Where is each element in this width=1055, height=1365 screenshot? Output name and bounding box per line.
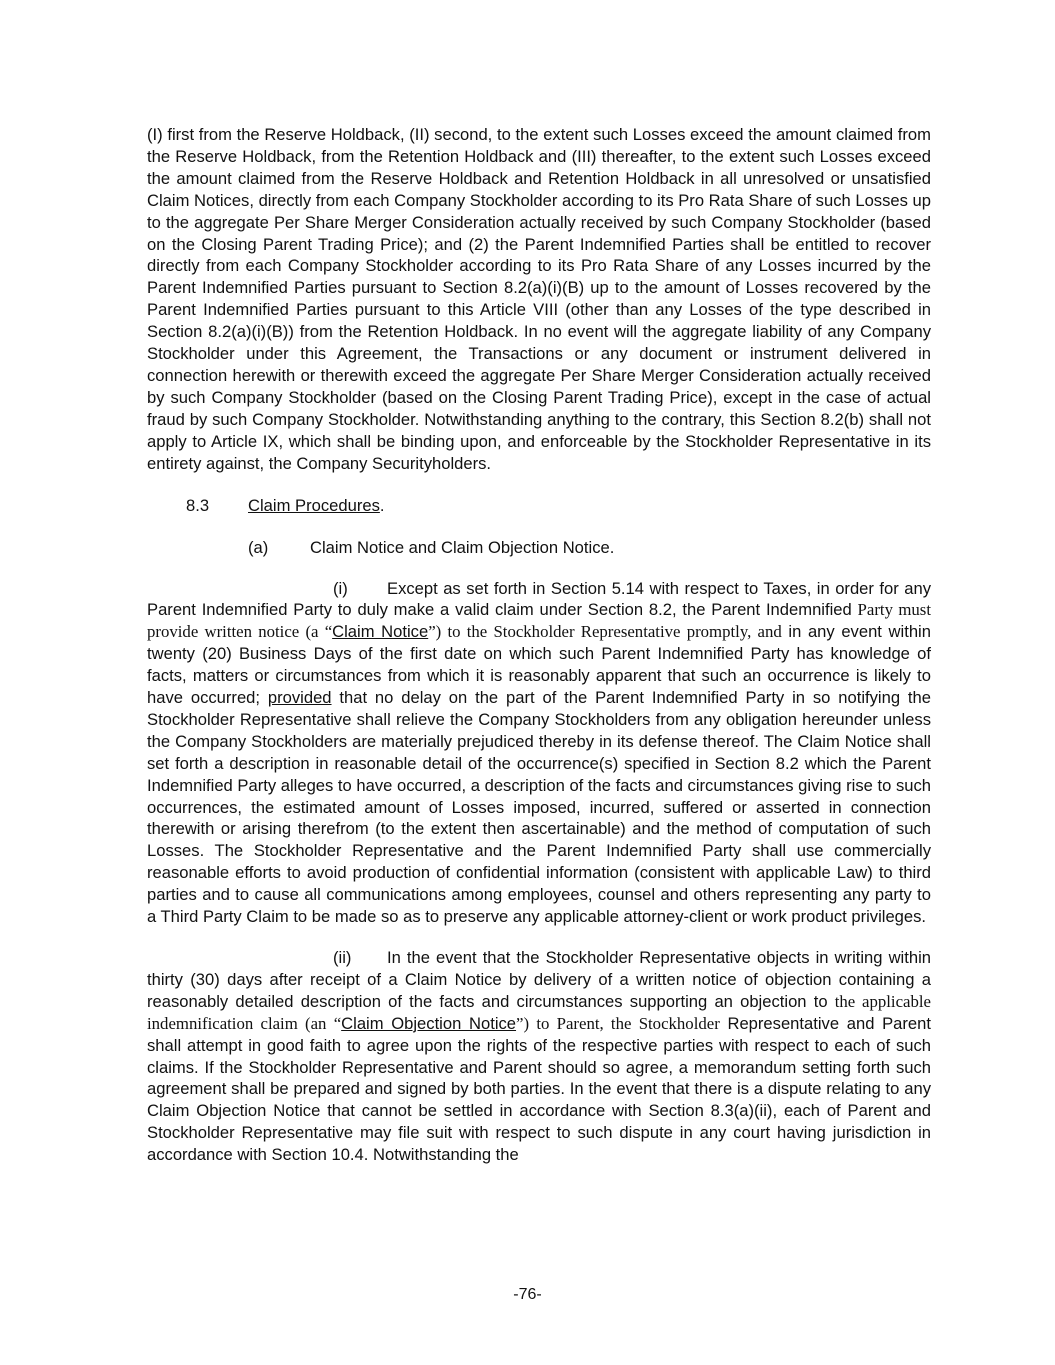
section-title-period: .	[379, 495, 385, 515]
paragraph-ii-text-3: ”) to Parent, the Stockholder	[516, 1013, 720, 1033]
subsection-number: (a)	[248, 537, 269, 557]
paragraph-ii-text-2: the applicable indemnification claim (an “	[147, 991, 931, 1033]
subsection-title: Claim Notice and Claim Objection Notice.	[310, 537, 615, 557]
section-number: 8.3	[186, 495, 210, 515]
paragraph-i-text-5: that no delay on the part of the Parent Indemnified Party in so notifying the Stockholder Representative shall relieve the Company Stockholders from any obligation hereunder unless the Company Stockholders are materially prejudiced thereby in its defense thereof. The Claim Notice shall set forth a description in reasonable detail of the occurrence(s) specified in Section 8.2 which the Parent Indemnified Party alleges to have occurred, a description of the facts and circumstances giving rise to such occurrences, the estimated amount of Losses imposed, incurred, suffered or asserted in connection therewith or arising therefrom (to the extent then ascertainable) and the method of computation of such Losses. The Stockholder Representative and the Parent Indemnified Party shall use commercially reasonable efforts to avoid production of confidential information (consistent with applicable Law) to third parties and to cause all communications among employees, counsel and others representing any party to a Third Party Claim to be made so as to preserve any applicable attorney-client or work product privileges.	[147, 688, 931, 927]
document-page	[147, 124, 931, 1183]
paragraph-i-number: (i)	[333, 578, 348, 598]
paragraph-ii-text-4: Representative and Parent shall attempt in good faith to agree upon the rights of the respective parties with respect to each of such claims. If the Stockholder Representative and Parent should so agree, a memorandum setting forth such agreement shall be prepared and signed by both parties. In the event that there is a dispute relating to any Claim Objection Notice that cannot be settled in accordance with Section 8.3(a)(ii), each of Parent and Stockholder Representative may file suit with respect to such dispute in any court having jurisdiction in accordance with Section 10.4. Notwithstanding the	[147, 1013, 931, 1165]
paragraph-i-text-1: Except as set forth in Section 5.14 with respect to Taxes, in order for any Parent Indemnified Party to duly make a valid claim under Section 8.2, the Parent Indemnified	[147, 578, 931, 620]
paragraph-i-text-2: Party must provide written notice (a “	[147, 600, 931, 642]
paragraph-ii-number: (ii)	[333, 948, 352, 967]
defined-term-claim-objection-notice: Claim Objection Notice	[341, 1013, 517, 1033]
provided-term: provided	[267, 688, 332, 708]
subsection-heading	[147, 537, 931, 559]
paragraph-ii-text-1: In the event that the Stockholder Representative objects in writing within thirty (30) days after receipt of a Claim Notice by delivery of a written notice of objection containing a reasonably detailed description of the facts and circumstances supporting an objection to	[147, 948, 931, 1011]
paragraph-continuation: (I) first from the Reserve Holdback, (II) second, to the extent such Losses exceed the amount claimed from the Reserve Holdback, from the Retention Holdback and (III) thereafter, to the extent such Losses exceed the amount claimed from the Reserve Holdback and Retention Holdback in all unresolved or unsatisfied Claim Notices, directly from each Company Stockholder according to its Pro Rata Share of such Losses up to the aggregate Per Share Merger Consideration actually received by such Company Stockholder (based on the Closing Parent Trading Price); and (2) the Parent Indemnified Parties shall be entitled to recover directly from each Company Stockholder according to its Pro Rata Share of any Losses incurred by the Parent Indemnified Parties pursuant to Section 8.2(a)(i)(B) up to the amount of Losses recovered by the Parent Indemnified Parties pursuant to this Article VIII (other than any Losses of the type described in Section 8.2(a)(i)(B)) from the Retention Holdback. In no event will the aggregate liability of any Company Stockholder under this Agreement, the Transactions or any document or instrument delivered in connection herewith or therewith exceed the aggregate Per Share Merger Consideration actually received by such Company Stockholder (based on the Closing Parent Trading Price), except in the case of actual fraud by such Company Stockholder. Notwithstanding anything to the contrary, this Section 8.2(b) shall not apply to Article IX, which shall be binding upon, and enforceable by the Stockholder Representative in its entirety against, the Company Securityholders.	[147, 125, 931, 473]
paragraph-ii	[147, 947, 931, 1166]
paragraph-i	[147, 578, 931, 929]
paragraph-i-text-3: ”) to the Stockholder Representative promptly, and	[428, 622, 782, 642]
section-title: Claim Procedures	[248, 495, 380, 515]
paragraph-i-text-4: in any event within twenty (20) Business Days of the first date on which such Parent Indemnified Party has knowledge of facts, matters or circumstances from which it is reasonably apparent that such an occurrence is likely to have occurred;	[147, 622, 931, 708]
section-heading	[147, 495, 931, 517]
defined-term-claim-notice: Claim Notice	[332, 622, 429, 642]
page-number: -76-	[513, 1286, 542, 1303]
section-title-wrap	[248, 495, 385, 517]
